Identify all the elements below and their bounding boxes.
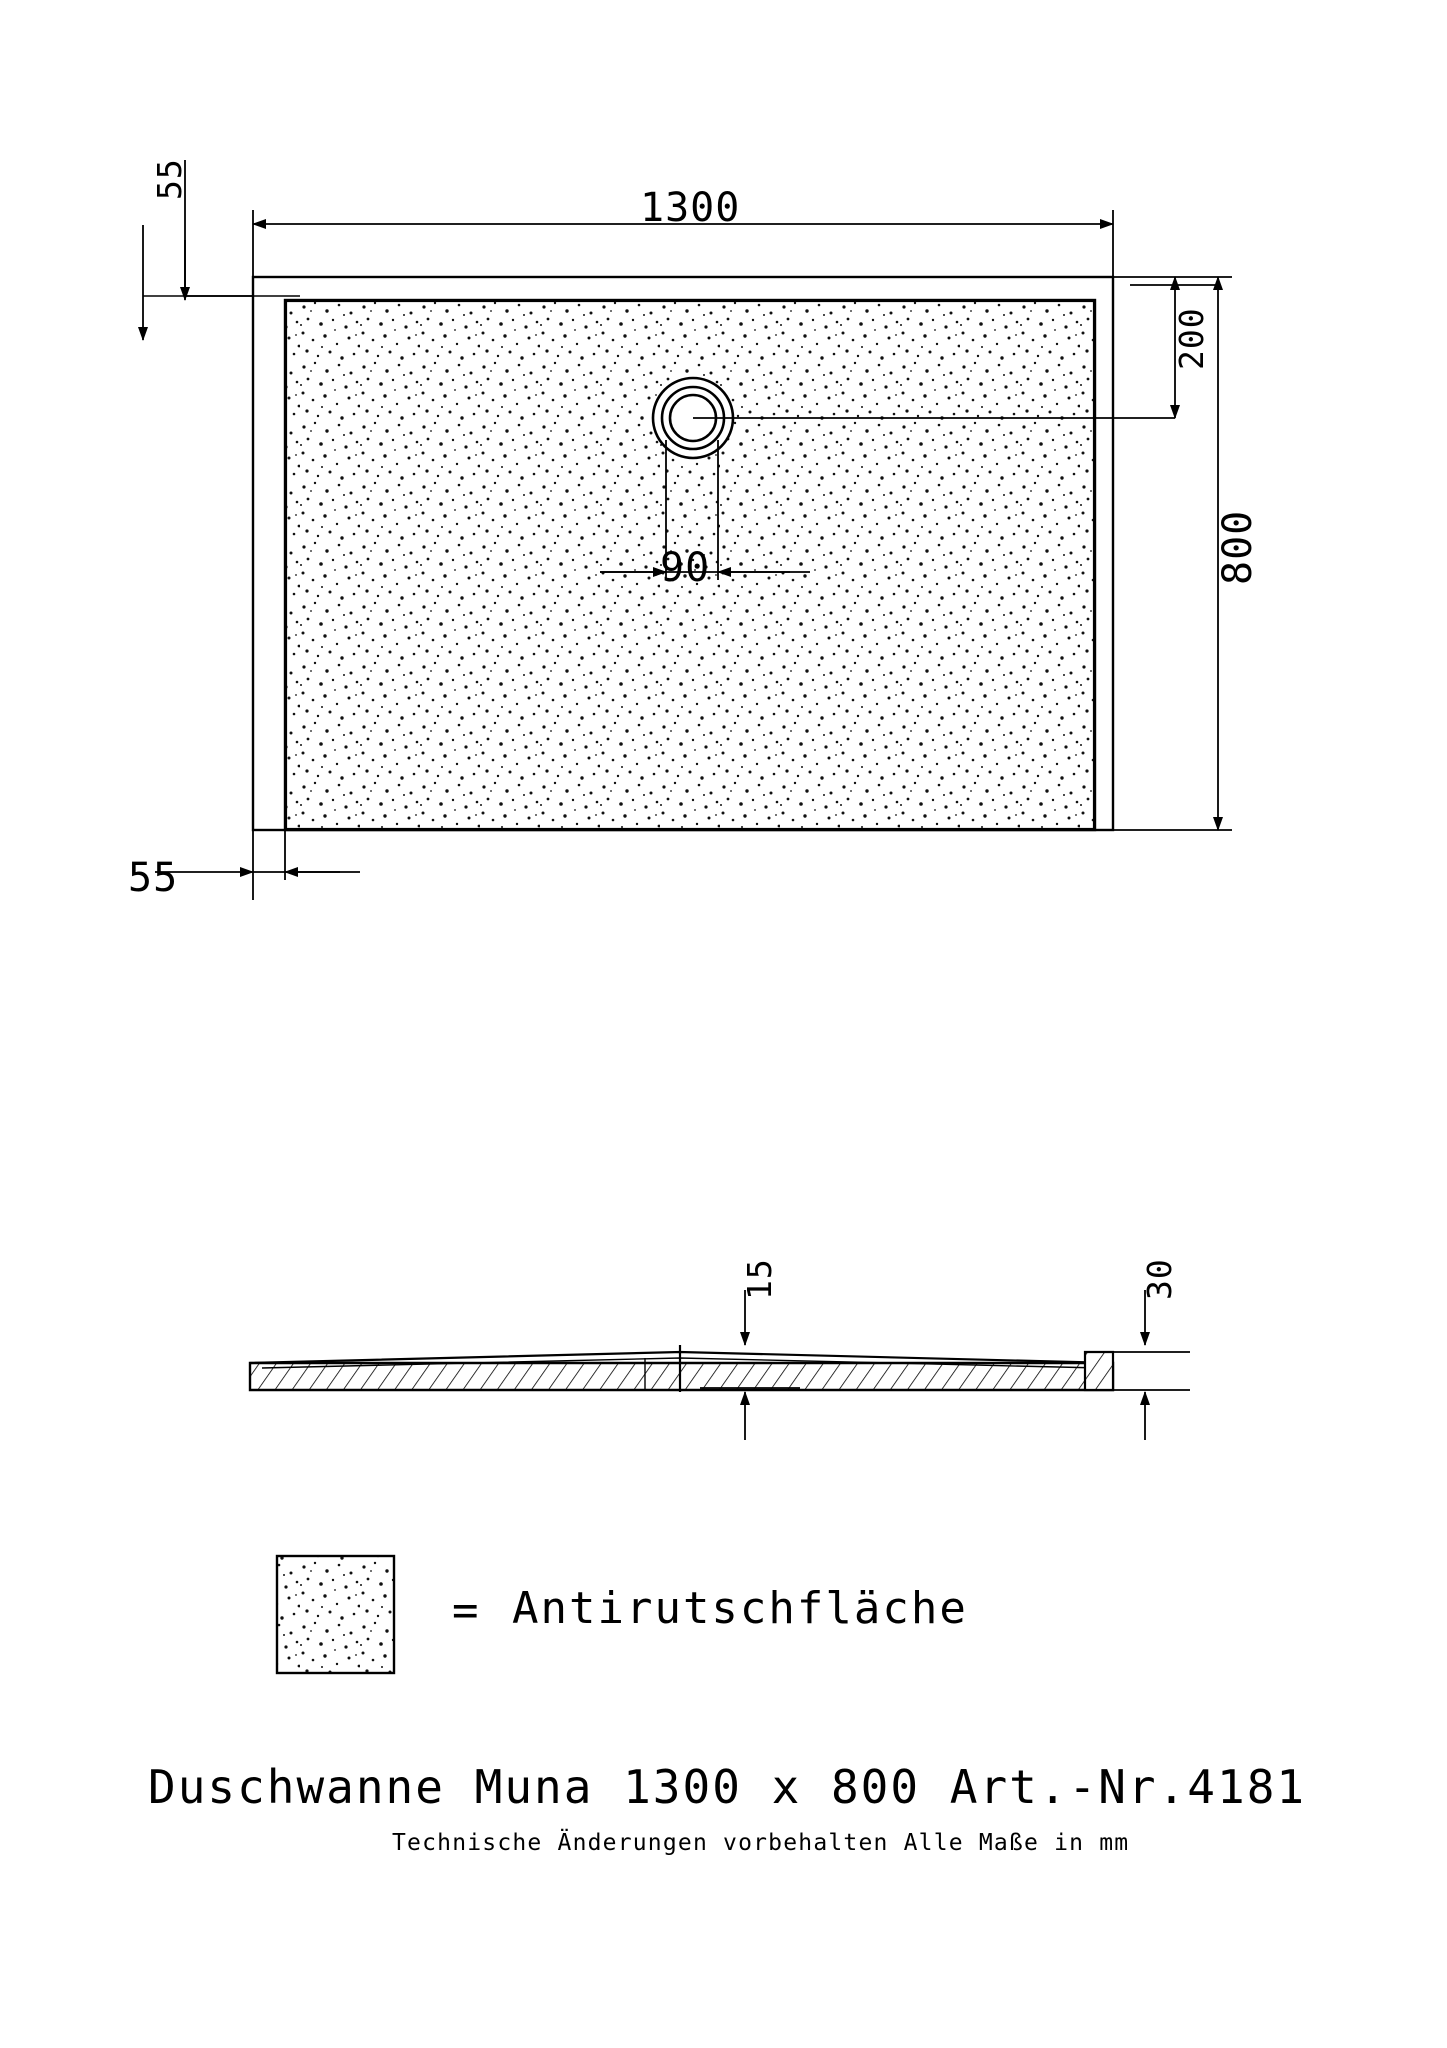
legend-equals-sign: = <box>452 1585 481 1636</box>
title-block-title: Duschwanne Muna 1300 x 800 Art.-Nr.4181 <box>148 1760 1307 1814</box>
dim-edge-left-bottom: 55 <box>128 855 179 901</box>
dim-tray-height: 30 <box>1140 1258 1179 1300</box>
title-block-note: Technische Änderungen vorbehalten Alle Maße in mm <box>392 1830 1130 1856</box>
dim-depth-total: 800 <box>1215 509 1261 585</box>
dim-edge-left-top: 55 <box>150 158 189 200</box>
dim-drain-height: 15 <box>740 1258 779 1300</box>
legend-label: Antirutschfläche <box>512 1583 968 1634</box>
dim-width-total: 1300 <box>640 185 741 231</box>
dim-drain-offset-vertical: 200 <box>1172 307 1211 370</box>
dim-drain-offset-horizontal: 90 <box>660 545 711 591</box>
